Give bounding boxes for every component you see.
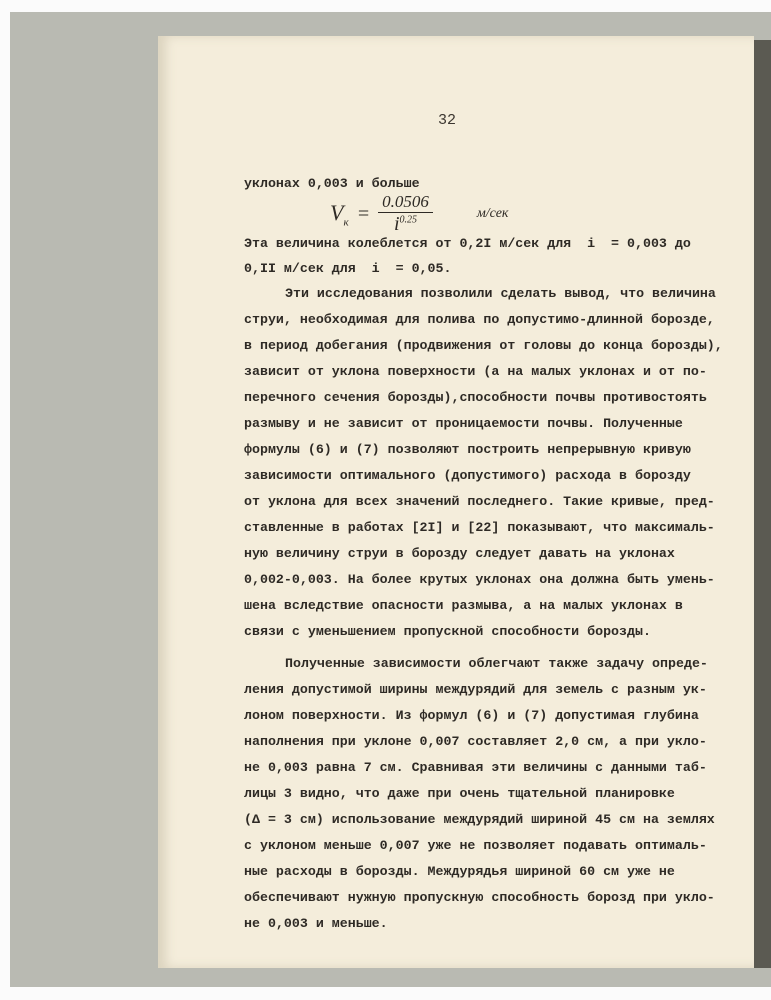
text-line: ные расходы в борозды. Междурядья шириной 60 см уже не <box>244 864 675 879</box>
text-line: обеспечивают нужную пропускную способность борозд при укло- <box>244 890 715 905</box>
text-line: 0,II м/сек для i = 0,05. <box>244 261 452 276</box>
text-line: связи с уменьшением пропускной способности борозды. <box>244 624 651 639</box>
text-line: лоном поверхности. Из формул (6) и (7) допустимая глубина <box>244 708 699 723</box>
text-line: формулы (6) и (7) позволяют построить непрерывную кривую <box>244 442 691 457</box>
text-line: с уклоном меньше 0,007 уже не позволяет подавать оптималь- <box>244 838 707 853</box>
text-line: струи, необходимая для полива по допустимо-длинной борозде, <box>244 312 715 327</box>
text-line: не 0,003 равна 7 см. Сравнивая эти величины с данными таб- <box>244 760 707 775</box>
text-line: от уклона для всех значений последнего. Такие кривые, пред- <box>244 494 715 509</box>
formula-denominator: $i^{0.25}$ <box>393 213 418 235</box>
text-line: шена вследствие опасности размыва, а на малых уклонах в <box>244 598 683 613</box>
formula-unit: м/сек <box>476 206 509 221</box>
text-line: ную величину струи в борозду следует давать на уклонах <box>244 546 675 561</box>
page-edge-shadow <box>754 40 771 968</box>
velocity-formula: $V_к$ = $\frac{0.0506}{i^{0.25}}$ м/сек <box>330 192 509 235</box>
text-line: Эти исследования позволили сделать вывод, что величина <box>285 286 716 301</box>
formula-numerator: 0.0506 <box>378 192 433 213</box>
text-line: не 0,003 и меньше. <box>244 916 388 931</box>
text-line: зависимости оптимального (допустимого) расхода в борозду <box>244 468 691 483</box>
formula-lhs: $V_к$ <box>330 199 349 229</box>
text-line: лицы 3 видно, что даже при очень тщательной планировке <box>244 786 675 801</box>
text-line: Полученные зависимости облегчают также задачу опреде- <box>285 656 708 671</box>
text-line: размыву и не зависит от проницаемости почвы. Полученные <box>244 416 683 431</box>
text-line: в период добегания (продвижения от головы до конца борозды), <box>244 338 723 353</box>
formula-fraction <box>378 192 433 236</box>
text-line: (Δ = 3 см) использование междурядий шириной 45 см на землях <box>244 812 715 827</box>
text-line: ления допустимой ширины междурядий для земель с разным ук- <box>244 682 707 697</box>
text-line: наполнения при уклоне 0,007 составляет 2,0 см, а при укло- <box>244 734 707 749</box>
text-line: перечного сечения борозды),способности почвы противостоять <box>244 390 707 405</box>
text-line: ставленные в работах [2I] и [22] показывают, что максималь- <box>244 520 715 535</box>
text-line: Эта величина колеблется от 0,2I м/сек для i = 0,003 до <box>244 236 691 251</box>
text-line: 0,002-0,003. На более крутых уклонах она должна быть умень- <box>244 572 715 587</box>
page-number: 32 <box>438 112 457 129</box>
text-line: уклонах 0,003 и больше <box>244 176 420 191</box>
text-line: зависит от уклона поверхности (а на малых уклонах и от по- <box>244 364 707 379</box>
